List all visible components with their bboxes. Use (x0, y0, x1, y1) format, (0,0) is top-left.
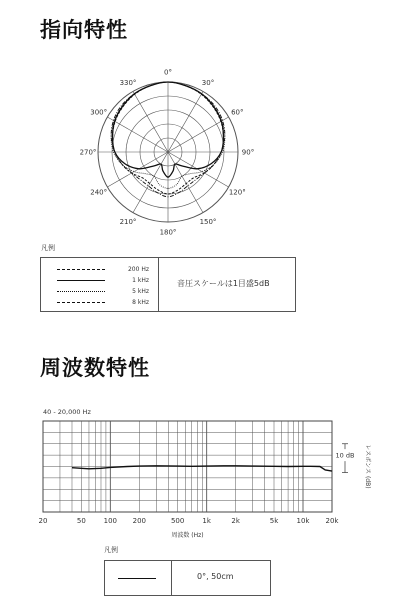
legend-item-200hz (41, 265, 158, 275)
legend-swatch-solid (57, 280, 105, 281)
polar-legend-series-list (41, 258, 159, 311)
frequency-tick-label: 200 (132, 517, 147, 525)
polar-angle-label: 150° (199, 217, 217, 226)
frequency-tick-label: 20 (38, 517, 48, 525)
polar-pattern-title: 指向特性 (40, 18, 128, 42)
frequency-legend-caption: 凡例 (104, 546, 118, 554)
frequency-tick-label: 20k (325, 517, 339, 525)
polar-angle-label: 0° (164, 68, 172, 77)
frequency-tick-label: 2k (231, 517, 240, 525)
frequency-tick-label: 100 (103, 517, 118, 525)
frequency-legend-swatch-cell (105, 561, 172, 595)
polar-angle-label: 270° (79, 148, 97, 157)
legend-swatch-dotted (57, 291, 105, 292)
frequency-range-label: 40 - 20,000 Hz (43, 408, 91, 416)
legend-swatch-solid (118, 578, 156, 579)
legend-label: 8 kHz (132, 299, 149, 306)
frequency-tick-labels (39, 517, 340, 525)
polar-angle-label: 90° (241, 148, 255, 157)
polar-legend-caption: 凡例 (41, 244, 55, 252)
legend-item-8khz (41, 298, 158, 308)
frequency-legend-label: 0°, 50cm (197, 572, 234, 581)
frequency-tick-label: 1k (202, 517, 211, 525)
legend-item-1khz (41, 276, 158, 286)
frequency-tick-label: 10k (296, 517, 310, 525)
legend-swatch-dashed (57, 302, 105, 303)
frequency-x-axis-label: 周波数 (Hz) (171, 532, 204, 539)
frequency-response-title: 周波数特性 (40, 356, 150, 380)
polar-angle-label: 30° (201, 79, 215, 88)
frequency-scale-label: 10 dB (335, 451, 355, 460)
legend-label: 5 kHz (132, 288, 149, 295)
legend-swatch-dash-dot (57, 269, 105, 270)
polar-grid (98, 82, 238, 222)
frequency-y-axis-label: レスポンス (dB) (364, 444, 371, 489)
legend-item-5khz (41, 287, 158, 297)
legend-label: 1 kHz (132, 277, 149, 284)
polar-legend (40, 257, 296, 312)
polar-angle-label: 180° (159, 228, 177, 237)
polar-pattern-chart (0, 62, 400, 242)
polar-angle-label: 300° (90, 108, 108, 117)
polar-angle-label: 240° (90, 188, 108, 197)
frequency-tick-label: 5k (269, 517, 279, 525)
legend-label: 200 Hz (127, 266, 149, 273)
frequency-tick-label: 500 (170, 517, 185, 525)
polar-angle-label: 330° (119, 79, 137, 88)
frequency-tick-label: 50 (76, 517, 86, 525)
frequency-legend (104, 560, 271, 596)
polar-angle-label: 120° (228, 188, 246, 197)
polar-legend-scale-note: 音圧スケールは1目盛5dB (177, 279, 270, 288)
frequency-response-chart (0, 404, 400, 544)
polar-angle-label: 210° (119, 217, 137, 226)
polar-angle-label: 60° (231, 108, 244, 117)
